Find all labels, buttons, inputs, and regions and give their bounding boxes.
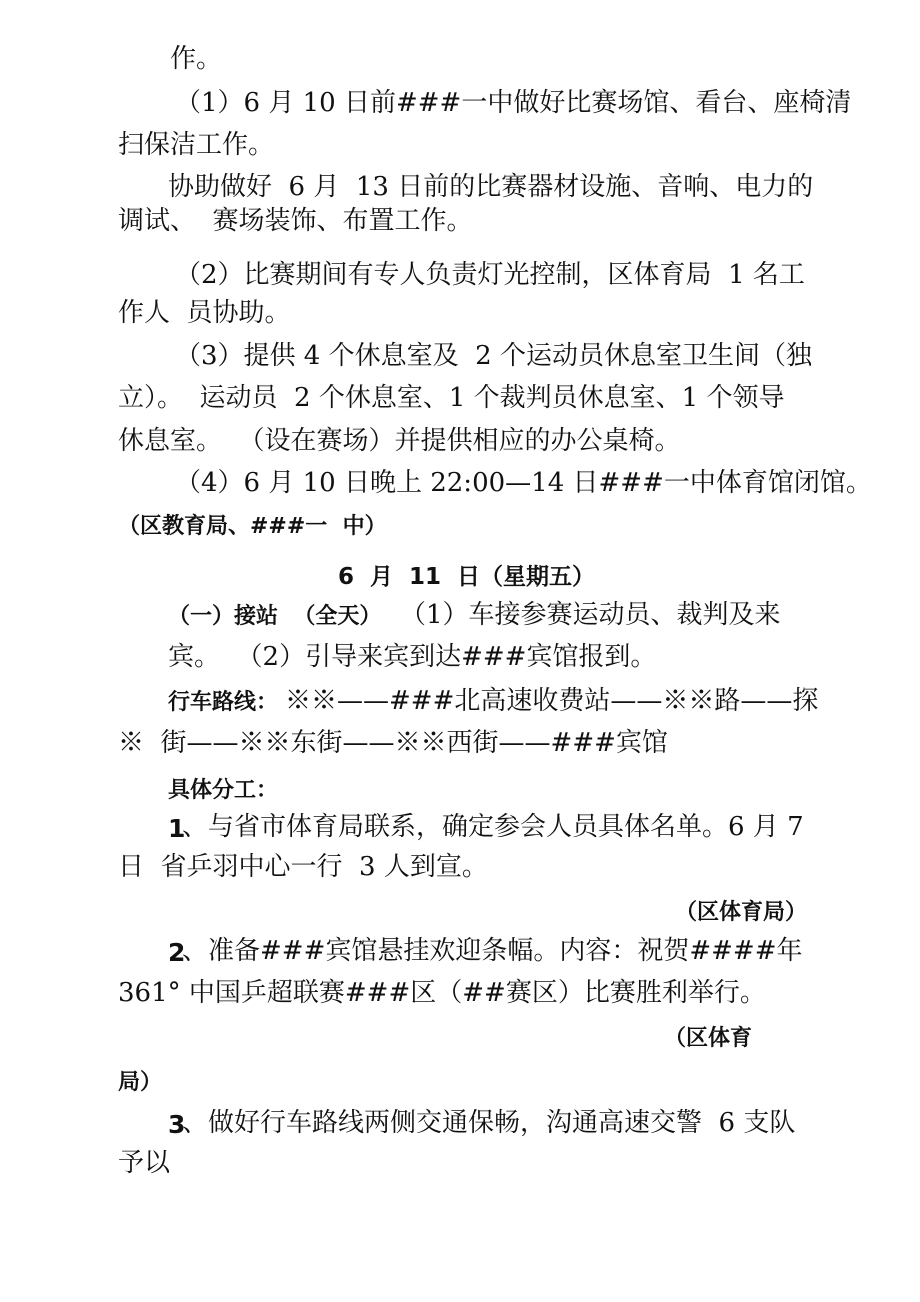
text-line: 361° 中国乒超联赛###区（##赛区）比赛胜利举行。 <box>118 978 766 1008</box>
department-note: （区教育局、###一 中） <box>118 514 387 539</box>
text-line: （3）提供 4 个休息室及 2 个运动员休息室卫生间（独 <box>175 341 812 371</box>
department-note: （区体育局） <box>675 900 808 925</box>
text-line: 立）。 运动员 2 个休息室、1 个裁判员休息室、1 个领导 <box>118 383 785 413</box>
department-note: 局） <box>118 1070 163 1095</box>
route-label: 行车路线： <box>168 690 279 715</box>
text-line: 调试、 赛场装饰、布置工作。 <box>118 206 473 236</box>
division-label: 具体分工： <box>168 778 279 803</box>
text-line: 、与省市体育局联系，确定参会人员具体名单。6 月 7 <box>182 812 804 842</box>
department-note: （区体育 <box>664 1026 753 1051</box>
item-number: 1 <box>168 814 186 843</box>
text-line: 、准备###宾馆悬挂欢迎条幅。内容：祝贺####年 <box>182 936 803 966</box>
text-line: 予以 <box>118 1148 171 1178</box>
date-heading: 6 月 11 日（星期五） <box>338 564 596 590</box>
section-title: （一）接站 （全天） <box>168 604 382 629</box>
text-line: 作。 <box>170 44 223 74</box>
text-line: 作人 员协助。 <box>118 298 291 328</box>
text-line: 扫保洁工作。 <box>118 130 275 160</box>
text-line: （1）车接参赛运动员、裁判及来 <box>400 600 781 630</box>
item-number: 3 <box>168 1110 186 1139</box>
text-line: （2）比赛期间有专人负责灯光控制，区体育局 1 名工 <box>175 260 805 290</box>
text-line: 宾。 （2）引导来宾到达###宾馆报到。 <box>168 642 657 672</box>
text-line: 协助做好 6 月 13 日前的比赛器材设施、音响、电力的 <box>168 172 814 202</box>
item-number: 2 <box>168 938 186 967</box>
text-line: （4）6 月 10 日晚上 22:00—14 日###一中体育馆闭馆。 <box>175 468 872 498</box>
text-line: ※※——###北高速收费站——※※路——探 <box>285 686 819 716</box>
text-line: 休息室。 （设在赛场）并提供相应的办公桌椅。 <box>118 426 681 456</box>
text-line: ※ 街——※※东街——※※西街——###宾馆 <box>118 728 668 758</box>
text-line: 、做好行车路线两侧交通保畅，沟通高速交警 6 支队 <box>182 1108 796 1138</box>
text-line: 日 省乒羽中心一行 3 人到宣。 <box>118 852 488 882</box>
text-line: （1）6 月 10 日前###一中做好比赛场馆、看台、座椅清 <box>175 88 852 118</box>
